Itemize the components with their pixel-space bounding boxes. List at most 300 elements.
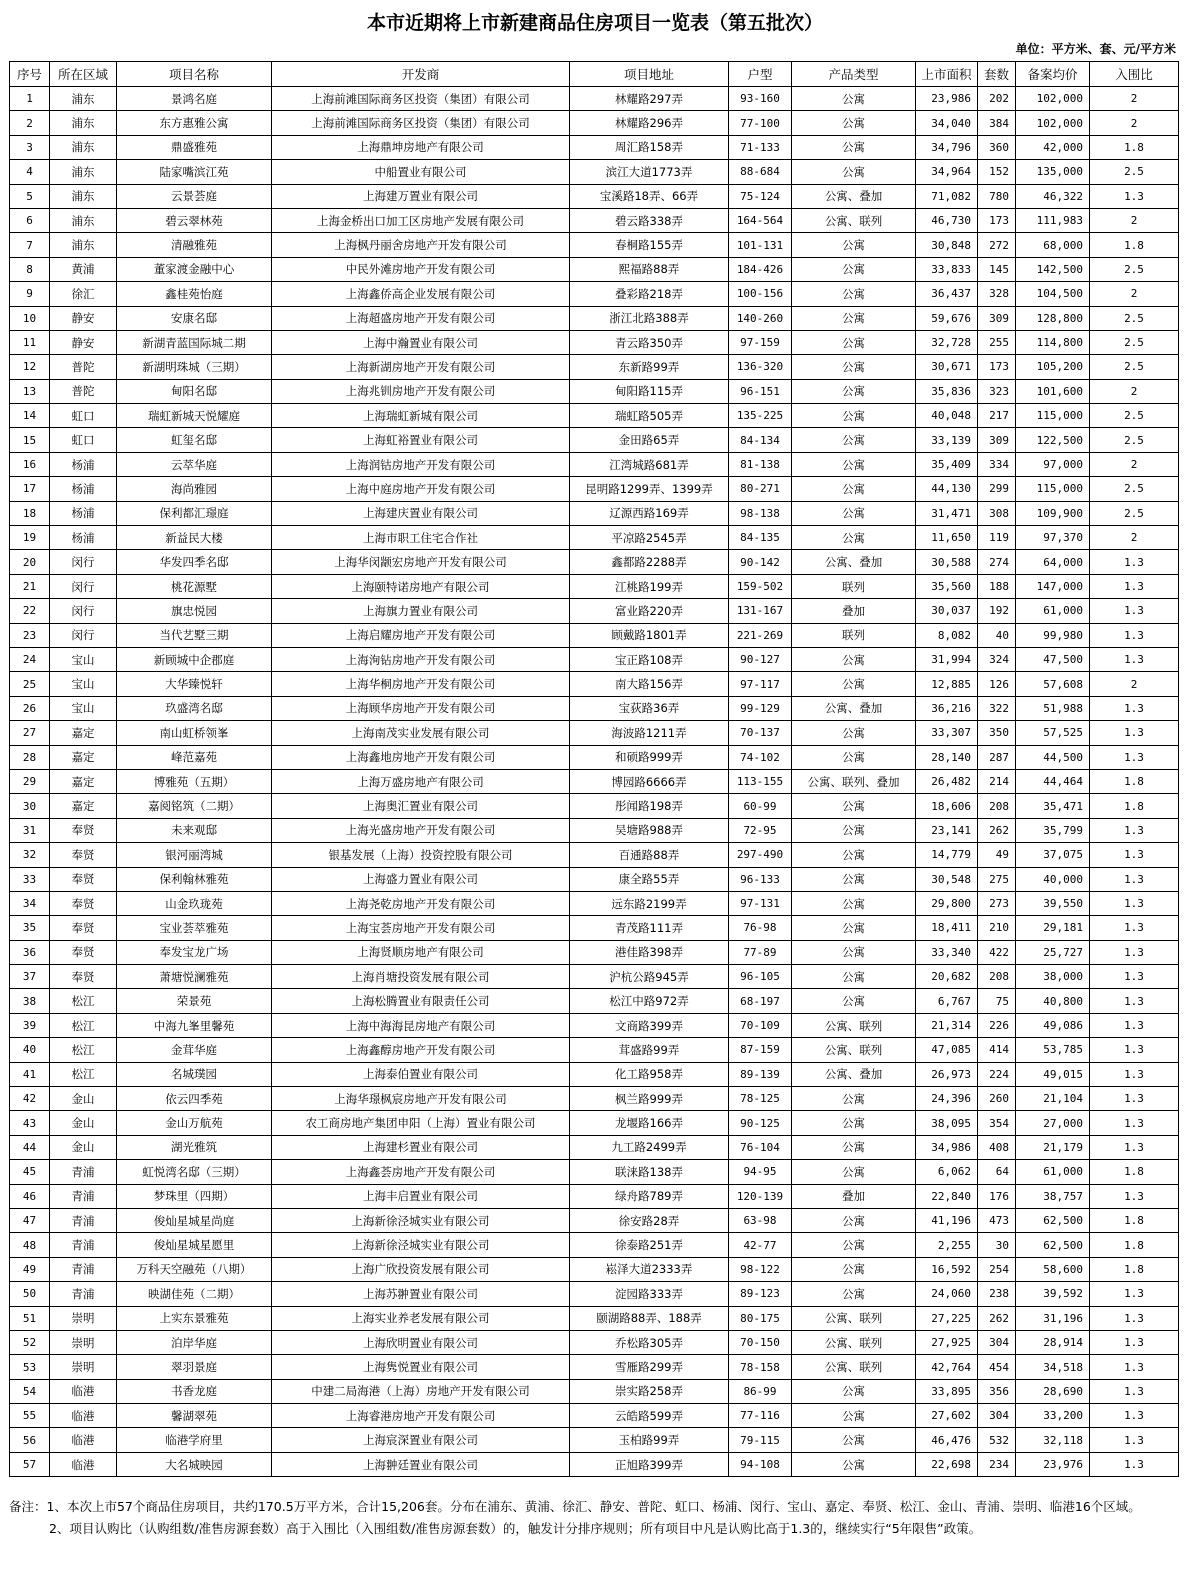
cell-index: 18 (10, 501, 50, 525)
cell-developer: 上海金桥出口加工区房地产发展有限公司 (272, 208, 570, 232)
cell-area: 42,764 (916, 1355, 978, 1379)
table-row (10, 1184, 1179, 1208)
cell-address: 青云路350弄 (570, 330, 729, 354)
cell-units: 384 (978, 111, 1016, 135)
cell-district: 杨浦 (50, 477, 117, 501)
cell-area: 47,085 (916, 1038, 978, 1062)
cell-address: 春桐路155弄 (570, 233, 729, 257)
cell-district: 松江 (50, 1062, 117, 1086)
cell-address: 玉柏路99弄 (570, 1428, 729, 1452)
cell-developer: 中建二局海港（上海）房地产开发有限公司 (272, 1379, 570, 1403)
cell-ratio: 1.8 (1090, 769, 1179, 793)
cell-project-name: 新顾城中企郡庭 (117, 647, 272, 671)
cell-ratio: 1.3 (1090, 1282, 1179, 1306)
table-row (10, 452, 1179, 476)
cell-price: 61,000 (1016, 599, 1090, 623)
cell-ratio: 1.3 (1090, 1062, 1179, 1086)
cell-index: 23 (10, 623, 50, 647)
cell-project-name: 翠羽景庭 (117, 1355, 272, 1379)
cell-area: 27,225 (916, 1306, 978, 1330)
cell-area: 20,682 (916, 965, 978, 989)
cell-units: 226 (978, 1013, 1016, 1037)
cell-district: 嘉定 (50, 721, 117, 745)
cell-developer: 上海市职工住宅合作社 (272, 526, 570, 550)
cell-product-type: 公寓 (792, 1160, 916, 1184)
cell-product-type: 公寓 (792, 501, 916, 525)
cell-project-name: 海尚雅园 (117, 477, 272, 501)
cell-developer: 上海实业养老发展有限公司 (272, 1306, 570, 1330)
cell-project-name: 万科天空融苑（八期） (117, 1257, 272, 1281)
cell-project-name: 瑞虹新城天悦耀庭 (117, 404, 272, 428)
cell-product-type: 公寓 (792, 745, 916, 769)
table-row (10, 404, 1179, 428)
cell-area: 22,840 (916, 1184, 978, 1208)
cell-units: 208 (978, 965, 1016, 989)
table-row (10, 1208, 1179, 1232)
cell-address: 林耀路296弄 (570, 111, 729, 135)
cell-project-name: 碧云翠林苑 (117, 208, 272, 232)
cell-index: 53 (10, 1355, 50, 1379)
cell-unit-size: 72-95 (729, 818, 792, 842)
cell-district: 青浦 (50, 1257, 117, 1281)
cell-district: 奉贤 (50, 965, 117, 989)
table-row (10, 1404, 1179, 1428)
table-row (10, 282, 1179, 306)
cell-index: 27 (10, 721, 50, 745)
cell-district: 崇明 (50, 1330, 117, 1354)
cell-address: 宝正路108弄 (570, 647, 729, 671)
cell-area: 30,671 (916, 355, 978, 379)
cell-address: 九工路2499弄 (570, 1135, 729, 1159)
cell-district: 金山 (50, 1135, 117, 1159)
cell-developer: 上海颐特诺房地产有限公司 (272, 574, 570, 598)
cell-unit-size: 86-99 (729, 1379, 792, 1403)
cell-area: 36,216 (916, 696, 978, 720)
cell-price: 28,690 (1016, 1379, 1090, 1403)
cell-ratio: 2 (1090, 111, 1179, 135)
cell-ratio: 2.5 (1090, 160, 1179, 184)
cell-units: 780 (978, 184, 1016, 208)
cell-price: 32,118 (1016, 1428, 1090, 1452)
cell-area: 46,476 (916, 1428, 978, 1452)
footnote-1: 备注：1、本次上市57个商品住房项目，共约170.5万平方米，合计15,206套。分布在浦东、黄浦、徐汇、静安、普陀、虹口、杨浦、闵行、宝山、嘉定、奉贤、松江、金山、青浦、崇明、临港16个区域。 (9, 1499, 1141, 1514)
cell-area: 29,800 (916, 891, 978, 915)
cell-developer: 上海光盛房地产开发有限公司 (272, 818, 570, 842)
cell-district: 青浦 (50, 1233, 117, 1257)
cell-ratio: 1.3 (1090, 184, 1179, 208)
cell-price: 31,196 (1016, 1306, 1090, 1330)
cell-units: 176 (978, 1184, 1016, 1208)
cell-price: 47,500 (1016, 647, 1090, 671)
cell-ratio: 1.3 (1090, 843, 1179, 867)
cell-project-name: 嘉阅铭筑（二期） (117, 794, 272, 818)
col-header-project-name: 项目名称 (117, 62, 272, 87)
cell-units: 356 (978, 1379, 1016, 1403)
cell-unit-size: 75-124 (729, 184, 792, 208)
cell-developer: 上海鑫醇房地产开发有限公司 (272, 1038, 570, 1062)
cell-price: 102,000 (1016, 111, 1090, 135)
cell-developer: 上海广欣投资发展有限公司 (272, 1257, 570, 1281)
cell-units: 260 (978, 1087, 1016, 1111)
cell-index: 54 (10, 1379, 50, 1403)
cell-area: 24,060 (916, 1282, 978, 1306)
cell-units: 272 (978, 233, 1016, 257)
cell-district: 青浦 (50, 1160, 117, 1184)
cell-product-type: 公寓 (792, 989, 916, 1013)
cell-units: 454 (978, 1355, 1016, 1379)
cell-unit-size: 140-260 (729, 306, 792, 330)
cell-area: 6,767 (916, 989, 978, 1013)
table-row (10, 574, 1179, 598)
cell-index: 35 (10, 916, 50, 940)
cell-address: 滨江大道1773弄 (570, 160, 729, 184)
cell-unit-size: 88-684 (729, 160, 792, 184)
cell-units: 323 (978, 379, 1016, 403)
cell-units: 262 (978, 818, 1016, 842)
cell-developer: 农工商房地产集团申阳（上海）置业有限公司 (272, 1111, 570, 1135)
cell-price: 128,800 (1016, 306, 1090, 330)
cell-price: 46,322 (1016, 184, 1090, 208)
cell-address: 崇实路258弄 (570, 1379, 729, 1403)
cell-price: 61,000 (1016, 1160, 1090, 1184)
cell-product-type: 公寓 (792, 257, 916, 281)
cell-units: 334 (978, 452, 1016, 476)
cell-index: 41 (10, 1062, 50, 1086)
cell-district: 闵行 (50, 623, 117, 647)
cell-product-type: 公寓 (792, 965, 916, 989)
cell-price: 39,550 (1016, 891, 1090, 915)
cell-price: 142,500 (1016, 257, 1090, 281)
cell-area: 11,650 (916, 526, 978, 550)
cell-district: 徐汇 (50, 282, 117, 306)
cell-units: 64 (978, 1160, 1016, 1184)
cell-area: 30,848 (916, 233, 978, 257)
cell-project-name: 当代艺墅三期 (117, 623, 272, 647)
cell-ratio: 2 (1090, 87, 1179, 111)
cell-product-type: 公寓 (792, 452, 916, 476)
cell-product-type: 公寓 (792, 135, 916, 159)
cell-price: 38,757 (1016, 1184, 1090, 1208)
footnote-2: 2、项目认购比（认购组数/准售房源套数）高于入围比（入围组数/准售房源套数）的，触发计分排序规则；所有项目中凡是认购比高于1.3的，继续实行“5年限售”政策。 (49, 1521, 982, 1536)
table-row (10, 989, 1179, 1013)
cell-area: 22,698 (916, 1452, 978, 1476)
cell-district: 普陀 (50, 355, 117, 379)
cell-index: 22 (10, 599, 50, 623)
cell-product-type: 公寓 (792, 916, 916, 940)
cell-area: 71,082 (916, 184, 978, 208)
cell-address: 港佳路398弄 (570, 940, 729, 964)
col-header-product-type: 产品类型 (792, 62, 916, 87)
cell-project-name: 宝业荟萃雅苑 (117, 916, 272, 940)
table-row (10, 257, 1179, 281)
cell-index: 2 (10, 111, 50, 135)
table-row (10, 306, 1179, 330)
cell-address: 乔松路305弄 (570, 1330, 729, 1354)
cell-unit-size: 74-102 (729, 745, 792, 769)
cell-district: 金山 (50, 1087, 117, 1111)
cell-area: 34,796 (916, 135, 978, 159)
cell-units: 309 (978, 306, 1016, 330)
cell-product-type: 公寓 (792, 818, 916, 842)
cell-developer: 上海泰伯置业有限公司 (272, 1062, 570, 1086)
cell-address: 金田路65弄 (570, 428, 729, 452)
cell-product-type: 公寓、叠加 (792, 1062, 916, 1086)
cell-developer: 上海鑫荟房地产开发有限公司 (272, 1160, 570, 1184)
cell-index: 28 (10, 745, 50, 769)
table-row (10, 1233, 1179, 1257)
cell-price: 97,000 (1016, 452, 1090, 476)
cell-project-name: 湖光雅筑 (117, 1135, 272, 1159)
cell-area: 21,314 (916, 1013, 978, 1037)
cell-ratio: 2.5 (1090, 501, 1179, 525)
cell-developer: 上海新湖房地产开发有限公司 (272, 355, 570, 379)
cell-product-type: 公寓、联列 (792, 1355, 916, 1379)
table-row (10, 111, 1179, 135)
cell-units: 126 (978, 672, 1016, 696)
cell-unit-size: 97-159 (729, 330, 792, 354)
cell-area: 28,140 (916, 745, 978, 769)
cell-ratio: 2 (1090, 282, 1179, 306)
cell-district: 临港 (50, 1404, 117, 1428)
cell-district: 虹口 (50, 404, 117, 428)
cell-ratio: 1.3 (1090, 1404, 1179, 1428)
cell-ratio: 1.3 (1090, 1306, 1179, 1330)
cell-district: 虹口 (50, 428, 117, 452)
cell-index: 4 (10, 160, 50, 184)
cell-address: 化工路958弄 (570, 1062, 729, 1086)
cell-units: 208 (978, 794, 1016, 818)
table-row (10, 916, 1179, 940)
cell-unit-size: 84-135 (729, 526, 792, 550)
cell-index: 17 (10, 477, 50, 501)
cell-index: 7 (10, 233, 50, 257)
cell-index: 33 (10, 867, 50, 891)
cell-price: 34,518 (1016, 1355, 1090, 1379)
cell-index: 31 (10, 818, 50, 842)
col-header-units: 套数 (978, 62, 1016, 87)
cell-project-name: 鼎盛雅苑 (117, 135, 272, 159)
table-row (10, 233, 1179, 257)
cell-project-name: 未来观邸 (117, 818, 272, 842)
cell-area: 34,986 (916, 1135, 978, 1159)
table-row (10, 330, 1179, 354)
cell-ratio: 1.3 (1090, 696, 1179, 720)
cell-project-name: 安康名邸 (117, 306, 272, 330)
table-row (10, 379, 1179, 403)
cell-address: 甸阳路115弄 (570, 379, 729, 403)
cell-unit-size: 159-502 (729, 574, 792, 598)
cell-units: 152 (978, 160, 1016, 184)
table-row (10, 501, 1179, 525)
cell-price: 40,000 (1016, 867, 1090, 891)
cell-units: 304 (978, 1330, 1016, 1354)
cell-price: 35,471 (1016, 794, 1090, 818)
cell-ratio: 2 (1090, 672, 1179, 696)
cell-units: 309 (978, 428, 1016, 452)
cell-project-name: 银河丽湾城 (117, 843, 272, 867)
cell-units: 202 (978, 87, 1016, 111)
cell-unit-size: 297-490 (729, 843, 792, 867)
cell-price: 53,785 (1016, 1038, 1090, 1062)
table-row (10, 623, 1179, 647)
cell-price: 115,000 (1016, 404, 1090, 428)
cell-price: 122,500 (1016, 428, 1090, 452)
cell-units: 192 (978, 599, 1016, 623)
cell-developer: 上海兆钏房地产开发有限公司 (272, 379, 570, 403)
cell-district: 青浦 (50, 1208, 117, 1232)
cell-district: 杨浦 (50, 452, 117, 476)
cell-project-name: 甸阳名邸 (117, 379, 272, 403)
cell-product-type: 叠加 (792, 599, 916, 623)
cell-index: 52 (10, 1330, 50, 1354)
col-header-area: 上市面积 (916, 62, 978, 87)
cell-project-name: 金山万航苑 (117, 1111, 272, 1135)
cell-price: 97,370 (1016, 526, 1090, 550)
cell-product-type: 公寓 (792, 1379, 916, 1403)
cell-ratio: 2.5 (1090, 477, 1179, 501)
cell-area: 16,592 (916, 1257, 978, 1281)
cell-index: 13 (10, 379, 50, 403)
cell-index: 51 (10, 1306, 50, 1330)
cell-product-type: 公寓 (792, 111, 916, 135)
cell-unit-size: 100-156 (729, 282, 792, 306)
cell-price: 38,000 (1016, 965, 1090, 989)
cell-ratio: 1.8 (1090, 135, 1179, 159)
cell-product-type: 公寓 (792, 867, 916, 891)
cell-index: 10 (10, 306, 50, 330)
cell-index: 36 (10, 940, 50, 964)
cell-price: 135,000 (1016, 160, 1090, 184)
cell-units: 173 (978, 208, 1016, 232)
cell-index: 5 (10, 184, 50, 208)
cell-project-name: 名城璞园 (117, 1062, 272, 1086)
cell-ratio: 2 (1090, 208, 1179, 232)
cell-district: 嘉定 (50, 769, 117, 793)
cell-district: 奉贤 (50, 818, 117, 842)
table-row (10, 135, 1179, 159)
cell-price: 111,983 (1016, 208, 1090, 232)
cell-district: 黄浦 (50, 257, 117, 281)
cell-index: 29 (10, 769, 50, 793)
cell-unit-size: 93-160 (729, 87, 792, 111)
cell-index: 45 (10, 1160, 50, 1184)
cell-area: 18,606 (916, 794, 978, 818)
cell-unit-size: 221-269 (729, 623, 792, 647)
cell-project-name: 旗忠悦园 (117, 599, 272, 623)
cell-developer: 上海贤顺房地产有限公司 (272, 940, 570, 964)
cell-developer: 上海前滩国际商务区投资（集团）有限公司 (272, 111, 570, 135)
cell-area: 14,779 (916, 843, 978, 867)
cell-ratio: 1.3 (1090, 647, 1179, 671)
cell-ratio: 1.3 (1090, 940, 1179, 964)
cell-product-type: 公寓 (792, 282, 916, 306)
cell-address: 徐泰路251弄 (570, 1233, 729, 1257)
cell-ratio: 1.8 (1090, 1160, 1179, 1184)
table-row (10, 550, 1179, 574)
cell-address: 和硕路999弄 (570, 745, 729, 769)
cell-price: 115,000 (1016, 477, 1090, 501)
cell-product-type: 公寓 (792, 1233, 916, 1257)
cell-address: 熙福路88弄 (570, 257, 729, 281)
cell-address: 徐安路28弄 (570, 1208, 729, 1232)
cell-project-name: 大华臻悦轩 (117, 672, 272, 696)
cell-address: 彤闻路198弄 (570, 794, 729, 818)
cell-unit-size: 77-116 (729, 1404, 792, 1428)
cell-developer: 上海中海海昆房地产有限公司 (272, 1013, 570, 1037)
cell-district: 青浦 (50, 1184, 117, 1208)
cell-district: 奉贤 (50, 867, 117, 891)
cell-ratio: 1.3 (1090, 1355, 1179, 1379)
table-row (10, 1282, 1179, 1306)
table-row (10, 745, 1179, 769)
cell-ratio: 1.3 (1090, 721, 1179, 745)
cell-ratio: 1.3 (1090, 623, 1179, 647)
cell-area: 35,560 (916, 574, 978, 598)
cell-developer: 上海肖塘投资发展有限公司 (272, 965, 570, 989)
table-row (10, 696, 1179, 720)
cell-product-type: 联列 (792, 623, 916, 647)
cell-developer: 上海瑞虹新城有限公司 (272, 404, 570, 428)
cell-project-name: 董家渡金融中心 (117, 257, 272, 281)
cell-price: 49,015 (1016, 1062, 1090, 1086)
cell-ratio: 1.3 (1090, 1428, 1179, 1452)
cell-product-type: 公寓 (792, 233, 916, 257)
cell-ratio: 1.3 (1090, 989, 1179, 1013)
cell-index: 46 (10, 1184, 50, 1208)
table-row (10, 672, 1179, 696)
cell-ratio: 1.3 (1090, 891, 1179, 915)
cell-address: 吴塘路988弄 (570, 818, 729, 842)
cell-project-name: 虹悦湾名邸（三期） (117, 1160, 272, 1184)
table-row (10, 940, 1179, 964)
cell-ratio: 2.5 (1090, 330, 1179, 354)
cell-developer: 上海顾华房地产开发有限公司 (272, 696, 570, 720)
table-row (10, 794, 1179, 818)
cell-project-name: 景鸿名庭 (117, 87, 272, 111)
cell-area: 31,471 (916, 501, 978, 525)
col-header-developer: 开发商 (272, 62, 570, 87)
col-header-district: 所在区域 (50, 62, 117, 87)
cell-address: 博园路6666弄 (570, 769, 729, 793)
cell-project-name: 云景荟庭 (117, 184, 272, 208)
cell-index: 43 (10, 1111, 50, 1135)
cell-index: 12 (10, 355, 50, 379)
cell-district: 奉贤 (50, 916, 117, 940)
col-header-unit-size: 户型 (729, 62, 792, 87)
cell-units: 214 (978, 769, 1016, 793)
cell-project-name: 馨湖翠苑 (117, 1404, 272, 1428)
cell-unit-size: 63-98 (729, 1208, 792, 1232)
cell-address: 顾戴路1801弄 (570, 623, 729, 647)
table-row (10, 891, 1179, 915)
cell-ratio: 1.8 (1090, 794, 1179, 818)
cell-developer: 上海鼎坤房地产有限公司 (272, 135, 570, 159)
cell-product-type: 公寓 (792, 672, 916, 696)
col-header-index: 序号 (10, 62, 50, 87)
cell-index: 32 (10, 843, 50, 867)
cell-ratio: 1.3 (1090, 818, 1179, 842)
cell-project-name: 新湖青蓝国际城二期 (117, 330, 272, 354)
cell-project-name: 虹玺名邸 (117, 428, 272, 452)
cell-address: 昆明路1299弄、1399弄 (570, 477, 729, 501)
cell-product-type: 公寓 (792, 940, 916, 964)
cell-product-type: 公寓、联列 (792, 1013, 916, 1037)
cell-unit-size: 76-104 (729, 1135, 792, 1159)
cell-ratio: 1.3 (1090, 1452, 1179, 1476)
cell-ratio: 1.3 (1090, 1135, 1179, 1159)
cell-unit-size: 96-151 (729, 379, 792, 403)
cell-units: 473 (978, 1208, 1016, 1232)
